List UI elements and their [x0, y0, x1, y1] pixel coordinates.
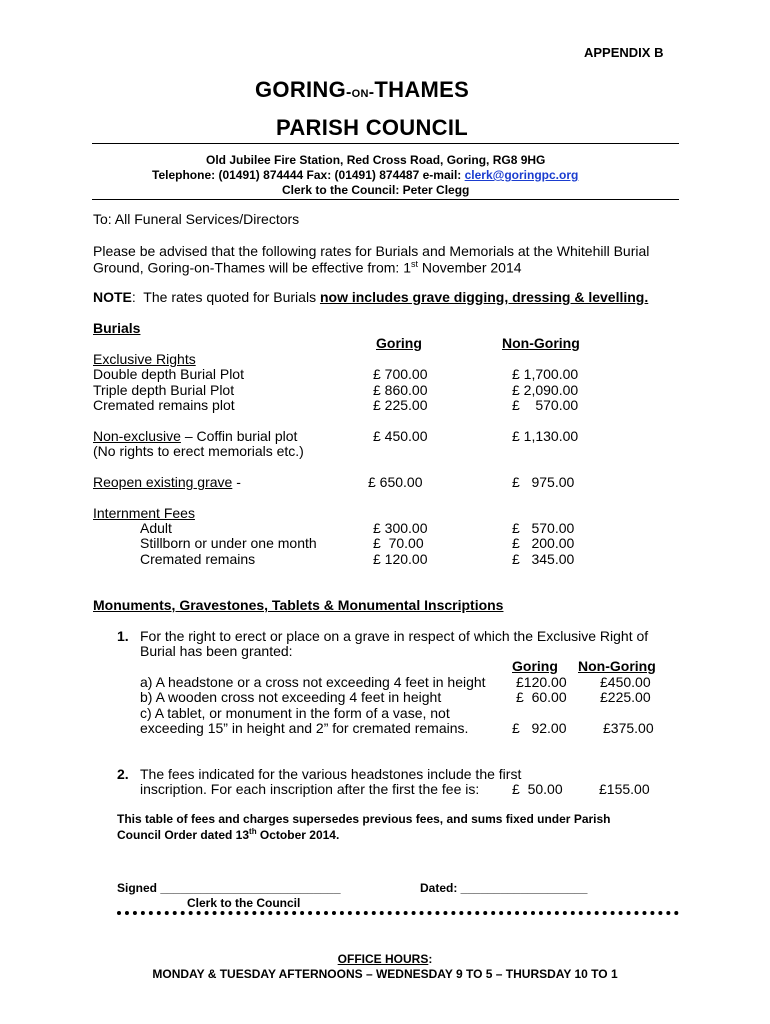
row-goring: £ 700.00	[373, 366, 428, 382]
internment-heading: Internment Fees	[93, 505, 195, 521]
clerk-signature-label: Clerk to the Council	[187, 896, 301, 910]
intro-line2	[93, 259, 522, 276]
monument-c-line2: exceeding 15” in height and 2” for cremated remains.	[140, 720, 469, 736]
row-goring: £ 225.00	[373, 397, 428, 413]
internment-goring: £ 300.00	[373, 520, 428, 536]
internment-goring: £ 120.00	[373, 551, 428, 567]
note-line	[93, 289, 648, 305]
note-label: NOTE	[93, 289, 132, 305]
row-non-goring: £ 1,700.00	[512, 366, 579, 382]
item1-number: 1.	[117, 628, 129, 644]
item1-line1: For the right to erect or place on a grave in respect of which the Exclusive Right of	[140, 628, 649, 644]
title-on: -on-	[346, 84, 375, 101]
monument-non-goring: £225.00	[600, 689, 651, 705]
non-exclusive-term: Non-exclusive	[93, 428, 181, 444]
col-goring: Goring	[376, 335, 422, 351]
intro-line2-date: November 2014	[418, 259, 522, 276]
reopen-goring: £ 650.00	[368, 474, 423, 490]
internment-label: Adult	[140, 520, 172, 536]
item2-line2: inscription. For each inscription after the first the fee is:	[140, 781, 480, 797]
contact-phone-fax: Telephone: (01491) 874444 Fax: (01491) 874487 e-mail:	[152, 168, 462, 182]
supersede-line2	[117, 827, 339, 842]
exclusive-rights-heading: Exclusive Rights	[93, 351, 196, 367]
contact-line	[152, 168, 578, 182]
col-non-goring: Non-Goring	[502, 335, 580, 351]
reopen-non-goring: £ 975.00	[512, 474, 575, 490]
non-exclusive-label	[93, 428, 297, 444]
monument-c-line1: c) A tablet, or monument in the form of a vase, not	[140, 705, 450, 721]
internment-non-goring: £ 200.00	[512, 535, 575, 551]
monument-label: a) A headstone or a cross not exceeding 4 feet in height	[140, 674, 486, 690]
dated-line: Dated: ___________________	[420, 881, 588, 895]
note-text: : The rates quoted for Burials	[131, 289, 320, 305]
item2-goring: £ 50.00	[512, 781, 563, 797]
monument-c-non-goring: £375.00	[603, 720, 654, 736]
signed-line: Signed ___________________________	[117, 881, 341, 895]
item2-non-goring: £155.00	[599, 781, 650, 797]
supersede-sup: th	[249, 827, 257, 836]
office-hours-label: OFFICE HOURS	[337, 952, 429, 966]
burials-heading: Burials	[93, 320, 141, 336]
to-line: To: All Funeral Services/Directors	[93, 211, 300, 227]
internment-label: Cremated remains	[140, 551, 256, 567]
monuments-col-goring: Goring	[512, 658, 558, 674]
office-hours-colon: :	[428, 952, 433, 966]
item1-line2: Burial has been granted:	[140, 643, 293, 659]
reopen-dash: -	[232, 474, 241, 490]
internment-non-goring: £ 570.00	[512, 520, 575, 536]
note-emphasis: now includes grave digging, dressing & levelling.	[319, 289, 649, 305]
item2-line1: The fees indicated for the various headstones include the first	[140, 766, 522, 782]
reopen-term: Reopen existing grave	[93, 474, 233, 490]
monument-c-goring: £ 92.00	[512, 720, 567, 736]
council-title-line1	[255, 77, 469, 103]
supersede-line1: This table of fees and charges supersedes previous fees, and sums fixed under Parish	[117, 812, 611, 826]
intro-line2-text: Ground, Goring-on-Thames will be effective from: 1	[93, 259, 411, 276]
row-label: Double depth Burial Plot	[93, 366, 244, 382]
address: Old Jubilee Fire Station, Red Cross Road, Goring, RG8 9HG	[206, 153, 546, 167]
monuments-col-non-goring: Non-Goring	[578, 658, 656, 674]
monument-non-goring: £450.00	[600, 674, 651, 690]
office-hours-times: MONDAY & TUESDAY AFTERNOONS – WEDNESDAY 9 TO 5 – THURSDAY 10 TO 1	[152, 967, 618, 981]
row-label: Cremated remains plot	[93, 397, 235, 413]
internment-label: Stillborn or under one month	[140, 535, 317, 551]
clerk-line: Clerk to the Council: Peter Clegg	[282, 183, 470, 197]
intro-line1: Please be advised that the following rates for Burials and Memorials at the Whitehill Burial	[93, 243, 650, 259]
non-exclusive-goring: £ 450.00	[373, 428, 428, 444]
council-title-line2: PARISH COUNCIL	[276, 115, 469, 140]
monument-goring: £120.00	[516, 674, 567, 690]
non-exclusive-desc: – Coffin burial plot	[180, 428, 298, 444]
internment-non-goring: £ 345.00	[512, 551, 575, 567]
supersede-text: Council Order dated 13	[117, 828, 250, 842]
item2-number: 2.	[117, 766, 129, 782]
internment-goring: £ 70.00	[373, 535, 424, 551]
reopen-label	[93, 474, 241, 490]
row-non-goring: £ 570.00	[512, 397, 579, 413]
dotted-separator	[117, 911, 679, 915]
non-exclusive-note: (No rights to erect memorials etc.)	[93, 443, 304, 459]
header-top-rule	[92, 143, 679, 144]
appendix-label: APPENDIX B	[584, 45, 664, 60]
title-thames: THAMES	[374, 77, 470, 102]
office-hours-heading	[0, 952, 770, 966]
header-bottom-rule	[92, 199, 679, 200]
intro-line2-sup: st	[411, 259, 419, 269]
row-label: Triple depth Burial Plot	[93, 382, 235, 398]
monument-goring: £ 60.00	[516, 689, 567, 705]
title-goring: GORING	[255, 77, 347, 102]
monuments-heading: Monuments, Gravestones, Tablets & Monumental Inscriptions	[93, 597, 504, 613]
monument-label: b) A wooden cross not exceeding 4 feet in height	[140, 689, 442, 705]
row-goring: £ 860.00	[373, 382, 428, 398]
email-link[interactable]: clerk@goringpc.org	[464, 168, 579, 182]
supersede-date: October 2014.	[256, 828, 340, 842]
non-exclusive-non-goring: £ 1,130.00	[512, 428, 579, 444]
row-non-goring: £ 2,090.00	[512, 382, 579, 398]
